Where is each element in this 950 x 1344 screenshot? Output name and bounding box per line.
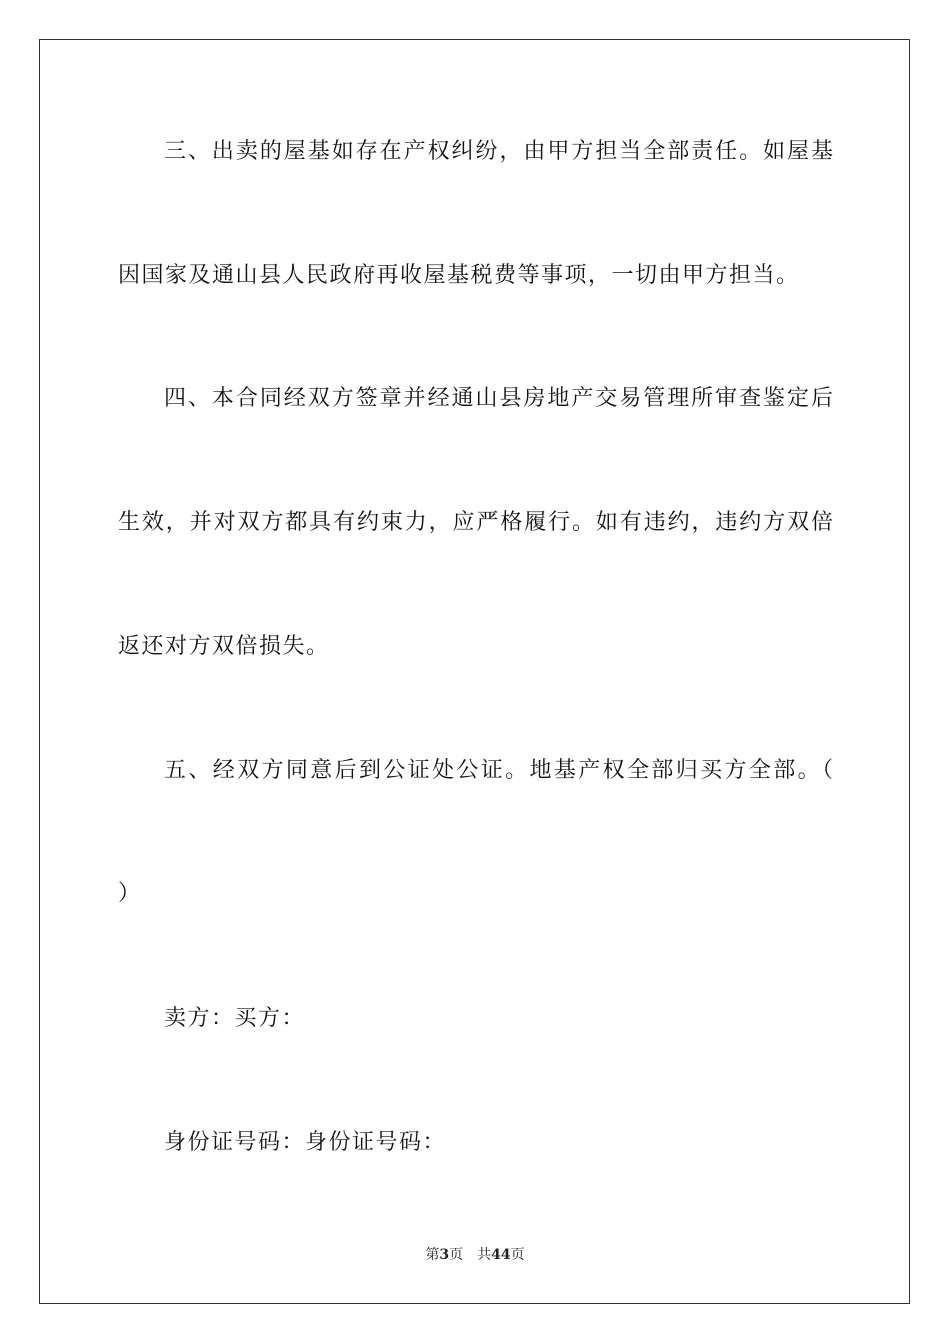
id-number-label: 身份证号码：身份证号码： xyxy=(164,1130,447,1155)
paragraph-3-line-2: 因国家及通山县人民政府再收屋基税费等事项，一切由甲方担当。 xyxy=(118,263,800,288)
paragraph-4-line-3: 返还对方双倍损失。 xyxy=(118,634,330,659)
page-border xyxy=(39,39,910,1304)
total-suffix: 页 xyxy=(510,1247,525,1263)
page-prefix: 第 xyxy=(425,1247,440,1263)
paragraph-3-line-1: 三、出卖的屋基如存在产权纠纷，由甲方担当全部责任。如屋基 xyxy=(164,139,833,164)
page-suffix: 页 xyxy=(449,1247,464,1263)
page-number: 3 xyxy=(439,1247,450,1263)
total-pages: 44 xyxy=(491,1247,511,1263)
total-prefix: 共 xyxy=(477,1247,492,1263)
paragraph-4-line-1: 四、本合同经双方签章并经通山县房地产交易管理所审查鉴定后 xyxy=(164,386,833,411)
paragraph-5-line-1: 五、经双方同意后到公证处公证。地基产权全部归买方全部。（ xyxy=(164,758,833,783)
paragraph-5-line-2: ） xyxy=(118,881,142,906)
seller-buyer-label: 卖方：买方： xyxy=(164,1006,306,1031)
paragraph-4-line-2: 生效，并对双方都具有约束力，应严格履行。如有违约，违约方双倍 xyxy=(118,510,833,535)
page-footer xyxy=(0,1246,950,1264)
